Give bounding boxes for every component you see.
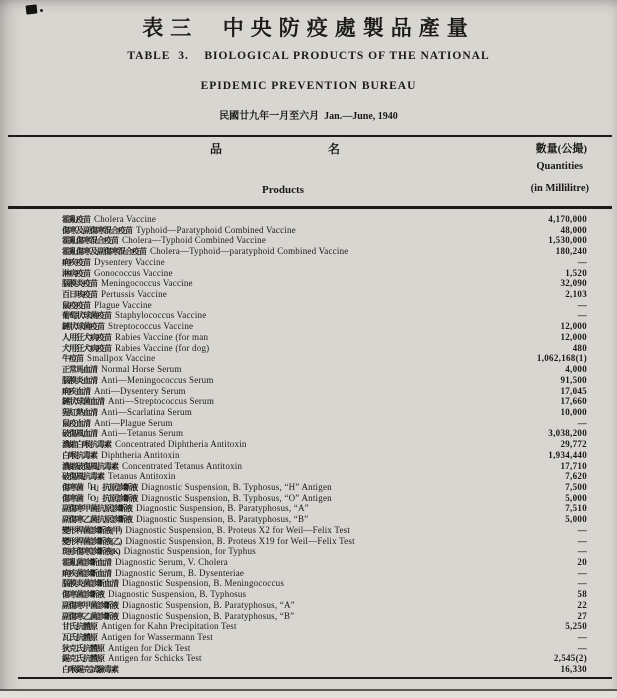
product-name-cn: 痢疾菌診斷血清 (62, 568, 111, 578)
product-name-en: Anti—Dysentery Serum (94, 385, 186, 396)
quantity-value: 16,330 (560, 664, 587, 675)
product-name-cn: 白喉錫克試驗毒素 (62, 665, 118, 675)
product-name-en: Gonococcus Vaccine (94, 267, 173, 278)
product-name-en: Cholera—Typhoid—paratyphoid Combined Vaccine (150, 246, 349, 257)
quantity-value: — (577, 567, 587, 578)
table-row (62, 653, 587, 664)
product-name-cn: 霍亂傷寒及副傷寒混合疫苗 (62, 247, 146, 257)
product-name-cn: 牛痘苗 (62, 354, 83, 364)
product-name-en: Normal Horse Serum (101, 364, 182, 375)
column-header-quantity-en: Quantities (536, 161, 583, 172)
quantity-value: 29,772 (560, 439, 587, 450)
quantity-value: 20 (577, 557, 587, 567)
quantity-value: 27 (577, 610, 587, 621)
table-row (62, 225, 587, 236)
table-row (62, 332, 587, 343)
product-name-cn: 變形桿菌診斷液(甲) (62, 525, 122, 535)
quantity-value: — (577, 299, 587, 310)
table-row (62, 471, 587, 482)
quantity-value: 17,660 (560, 396, 587, 407)
table-row (62, 246, 587, 257)
product-name-cn: 鼠疫疫苗 (62, 300, 90, 310)
table-row (62, 375, 587, 386)
product-name-cn: 腦膜炎疫苗 (62, 279, 97, 289)
product-name-en: Diagnostic Suspension, B. Typhosus, “O” Antigen (141, 492, 332, 503)
product-name-cn: 傷寒及副傷寒混合疫苗 (62, 225, 132, 235)
table-row (62, 568, 587, 579)
product-name-en: Concentrated Tetanus Antitoxin (122, 460, 243, 471)
table-row (62, 600, 587, 611)
table-row (62, 257, 587, 268)
table-row (62, 632, 587, 643)
product-name-en: Pertussis Vaccine (101, 289, 167, 300)
product-name-cn: 傷寒菌診斷液 (62, 590, 104, 600)
quantity-value: 3,038,200 (548, 428, 587, 439)
table-row (62, 493, 587, 504)
product-name-en: Dysentery Vaccine (94, 256, 165, 267)
table-row (62, 300, 587, 311)
product-name-en: Staphylococcus Vaccine (115, 310, 207, 321)
table-row (62, 396, 587, 407)
product-name-en: Cholera—Typhoid Combined Vaccine (122, 235, 267, 246)
quantity-value: 1,520 (565, 267, 587, 278)
product-name-en: Diagnostic Suspension, B. Typhosus (108, 589, 247, 600)
table-header-rule (8, 206, 612, 209)
product-name-en: Antigen for Dick Test (108, 642, 191, 653)
product-name-en: Diagnostic Suspension, B. Typhosus, “H” Antigen (141, 481, 332, 492)
product-name-en: Streptococcus Vaccine (108, 321, 194, 332)
product-name-en: Diagnostic Suspension, B. Meningococcus (122, 578, 285, 589)
product-name-cn: 百日咳疫苗 (62, 290, 97, 300)
quantity-value: 17,710 (560, 460, 587, 471)
quantity-value: 32,090 (560, 278, 587, 289)
product-name-cn: 霍亂菌診斷血清 (62, 558, 111, 567)
quantity-value: 480 (572, 342, 587, 353)
product-name-en: Anti—Plague Serum (94, 417, 173, 428)
document-title-chinese: 表三 中央防疫處製品產量 (142, 16, 475, 40)
scan-page-edge (0, 689, 617, 698)
table-row (62, 321, 587, 332)
table-row (62, 439, 587, 450)
table-body (62, 214, 587, 675)
product-name-cn: 正常馬血清 (62, 365, 97, 375)
product-name-cn: 鼠疫血清 (62, 418, 90, 428)
document-title-english-line1: TABLE 3. BIOLOGICAL PRODUCTS OF THE NATIONAL (127, 50, 490, 62)
product-name-cn: 狄克氏抗體原 (62, 643, 104, 653)
table-row (62, 343, 587, 354)
table-row (62, 418, 587, 429)
quantity-value: 5,000 (565, 514, 587, 525)
table-row (62, 536, 587, 547)
table-row (62, 450, 587, 461)
product-name-en: Diagnostic Serum, B. Dysenteriae (115, 567, 245, 578)
table-row (62, 268, 587, 279)
quantity-value: 2,103 (565, 289, 587, 300)
quantity-value: 7,620 (565, 471, 587, 482)
quantity-value: — (577, 535, 587, 546)
product-name-cn: 傷寒菌「H」抗原診斷液 (62, 482, 138, 492)
column-header-product-en: Products (262, 184, 304, 196)
document-title-english-line2: EPIDEMIC PREVENTION BUREAU (200, 80, 417, 92)
table-row (62, 407, 587, 418)
table-row (62, 664, 587, 675)
table-row (62, 235, 587, 246)
quantity-value: 12,000 (560, 331, 587, 342)
product-name-en: Meningococcus Vaccine (101, 278, 193, 289)
product-name-en: Anti—Tetanus Serum (101, 428, 184, 439)
product-name-en: Diagnostic Suspension, B. Proteus X19 for Weil—Felix Test (125, 535, 355, 546)
product-name-cn: 斑疹傷寒診斷液(K) (62, 547, 120, 557)
quantity-value: — (577, 642, 587, 653)
document-date-line: 民國廿九年一月至六月 Jan.—June, 1940 (219, 111, 398, 122)
product-name-cn: 副傷寒甲菌抗原診斷液 (62, 504, 132, 514)
table-row (62, 278, 587, 289)
quantity-value: 12,000 (560, 321, 587, 332)
table-row (62, 621, 587, 632)
quantity-value: — (577, 417, 587, 428)
quantity-value: 22 (577, 599, 587, 610)
product-name-cn: 副傷寒乙菌診斷液 (62, 611, 118, 621)
quantity-value: 17,045 (560, 385, 587, 396)
product-name-cn: 瓦氏抗體原 (62, 633, 97, 643)
product-name-cn: 濃縮白喉抗毒素 (62, 440, 111, 450)
table-row (62, 578, 587, 589)
table-row (62, 386, 587, 397)
product-name-cn: 白喉抗毒素 (62, 450, 97, 460)
product-name-en: Diagnostic Suspension, B. Proteus X2 for Weil—Felix Test (125, 524, 351, 535)
product-name-en: Cholera Vaccine (94, 214, 157, 224)
product-name-cn: 痢疾血清 (62, 386, 90, 396)
product-name-en: Antigen for Kahn Precipitation Test (101, 621, 237, 632)
table-row (62, 557, 587, 568)
quantity-value: 1,530,000 (548, 235, 587, 246)
product-name-cn: 淋病疫苗 (62, 268, 90, 278)
quantity-value: 48,000 (560, 224, 587, 235)
product-name-en: Diagnostic Suspension, B. Paratyphosus, “B” (136, 514, 309, 525)
quantity-value: — (577, 546, 587, 557)
table-row (62, 461, 587, 472)
product-name-en: Smallpox Vaccine (87, 353, 156, 364)
product-name-en: Concentrated Diphtheria Antitoxin (115, 439, 247, 450)
product-name-cn: 錫克氏抗體原 (62, 654, 104, 664)
quantity-value: — (577, 256, 587, 267)
product-name-en: Diagnostic Suspension, B. Paratyphosus, “B” (122, 610, 295, 621)
product-name-cn: 鏈狀球菌血清 (62, 397, 104, 407)
product-name-en: Diagnostic Serum, V. Cholera (115, 557, 229, 567)
quantity-value: 4,170,000 (548, 214, 587, 224)
product-name-cn: 副傷寒甲菌診斷液 (62, 600, 118, 610)
column-header-product-cn-right: 名 (328, 142, 341, 156)
quantity-value: 4,000 (565, 364, 587, 375)
table-row (62, 289, 587, 300)
table-row (62, 214, 587, 225)
table-row (62, 310, 587, 321)
table-row (62, 364, 587, 375)
product-name-cn: 變形桿菌診斷液(乙) (62, 536, 122, 546)
column-header-unit: (in Millilitre) (530, 183, 589, 194)
table-row (62, 503, 587, 514)
quantity-value: 5,000 (565, 492, 587, 503)
product-name-cn: 鏈狀球菌疫苗 (62, 322, 104, 332)
table-row (62, 546, 587, 557)
product-name-cn: 腦膜炎菌診斷血清 (62, 579, 118, 589)
product-name-cn: 腦膜炎血清 (62, 375, 97, 385)
product-name-en: Rabies Vaccine (for dog) (115, 342, 210, 353)
product-name-en: Anti—Streptococcus Serum (108, 396, 215, 407)
product-name-en: Anti—Scarlatina Serum (101, 406, 192, 417)
product-name-en: Typhoid—Paratyphoid Combined Vaccine (136, 224, 296, 235)
table-row (62, 353, 587, 364)
product-name-cn: 副傷寒乙菌抗原診斷液 (62, 515, 132, 525)
product-name-en: Diagnostic Suspension, B. Paratyphosus, “A” (136, 503, 309, 514)
product-name-en: Anti—Meningococcus Serum (101, 374, 214, 385)
quantity-value: 2,545(2) (553, 653, 587, 664)
product-name-cn: 痢疾疫苗 (62, 257, 90, 267)
table-row (62, 643, 587, 654)
quantity-value: — (577, 578, 587, 589)
table-row (62, 611, 587, 622)
product-name-cn: 破傷風抗毒素 (62, 472, 104, 482)
table-row (62, 525, 587, 536)
column-header-quantity-cn: 數量(公撮) (535, 143, 587, 155)
quantity-value: 180,240 (555, 246, 587, 257)
product-name-en: Diagnostic Suspension, for Typhus (123, 546, 256, 557)
product-name-cn: 人用狂犬病疫苗 (62, 332, 111, 342)
quantity-value: 10,000 (560, 406, 587, 417)
table-row (62, 589, 587, 600)
product-name-en: Tetanus Antitoxin (108, 471, 176, 482)
quantity-value: 1,934,440 (548, 449, 587, 460)
product-name-cn: 破傷風血清 (62, 429, 97, 439)
table-row (62, 514, 587, 525)
product-name-en: Diagnostic Suspension, B. Paratyphosus, “A” (122, 599, 295, 610)
product-name-cn: 猩紅熱血清 (62, 407, 97, 417)
quantity-value: 91,500 (560, 374, 587, 385)
table-top-rule (8, 135, 612, 137)
quantity-value: 58 (577, 589, 587, 600)
quantity-value: — (577, 310, 587, 321)
quantity-value: 1,062,168(1) (536, 353, 587, 364)
quantity-value: 7,500 (565, 481, 587, 492)
product-name-cn: 霍亂傷寒混合疫苗 (62, 236, 118, 246)
product-name-cn: 葡萄狀球菌疫苗 (62, 311, 111, 321)
product-name-en: Rabies Vaccine (for man (115, 331, 209, 342)
product-name-cn: 甘氏抗體原 (62, 622, 97, 632)
table-row (62, 482, 587, 493)
product-name-en: Diphtheria Antitoxin (101, 449, 180, 460)
product-name-en: Antigen for Wassermann Test (101, 632, 213, 643)
column-header-product-cn-left: 品 (210, 142, 223, 156)
product-name-en: Antigen for Schicks Test (108, 653, 202, 664)
table-bottom-rule (18, 677, 612, 679)
product-name-cn: 傷寒菌「O」抗原診斷液 (62, 493, 138, 503)
product-name-en: Plague Vaccine (94, 299, 152, 310)
product-name-cn: 霍亂疫苗 (62, 215, 90, 224)
table-row (62, 428, 587, 439)
quantity-value: 5,250 (565, 621, 587, 632)
product-name-cn: 濃縮破傷風抗毒素 (62, 461, 118, 471)
product-name-cn: 犬用狂犬病疫苗 (62, 343, 111, 353)
quantity-value: — (577, 524, 587, 535)
quantity-value: 7,510 (565, 503, 587, 514)
quantity-value: — (577, 632, 587, 643)
